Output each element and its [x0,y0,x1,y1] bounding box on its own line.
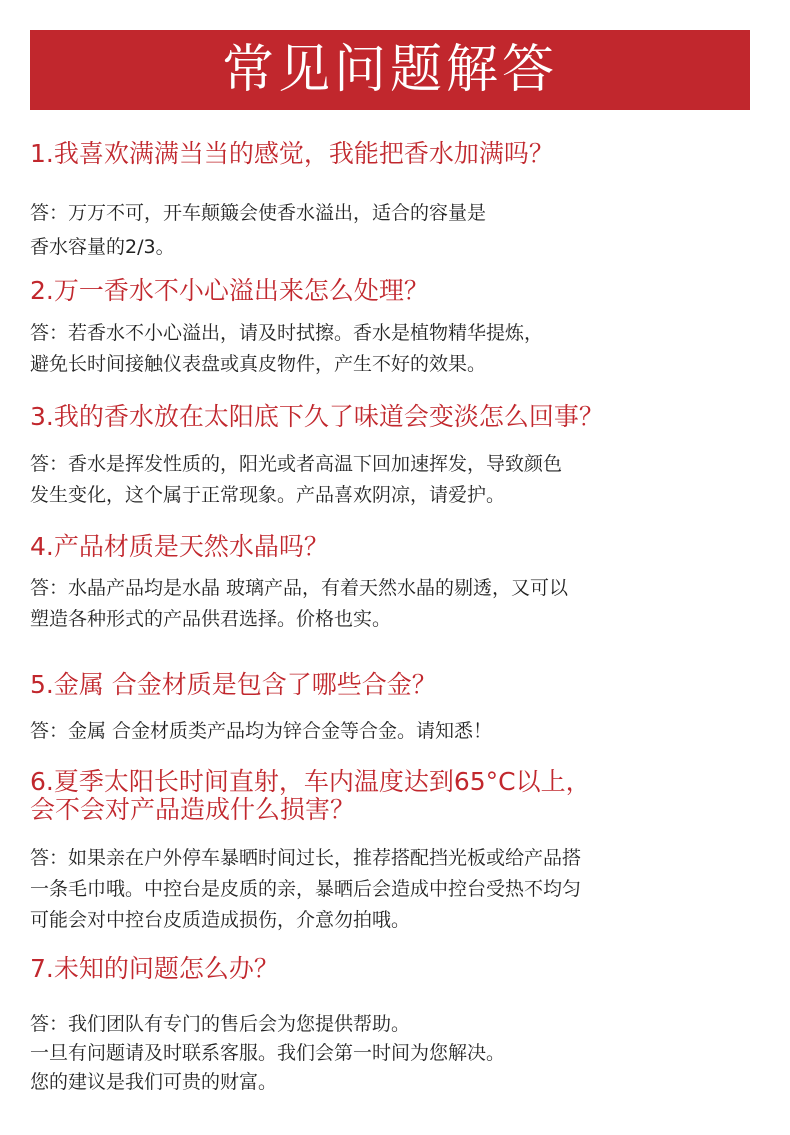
faq-answer-6 [30,843,581,936]
faq-question-1 [30,140,554,168]
faq-answer-7 [30,1010,505,1097]
answer-line: 答：水晶产品均是水晶 玻璃产品，有着天然水晶的剔透，又可以 [30,577,569,599]
faq-answer-1 [30,196,486,264]
answer-line: 答：我们团队有专门的售后会为您提供帮助。 [30,1013,411,1035]
question-line: 5.金属 合金材质是包含了哪些合金？ [30,670,437,699]
page-title: 常见问题解答 [221,40,558,100]
faq-answer-5 [30,716,492,747]
question-line: 会不会对产品造成什么损害？ [30,795,356,824]
faq-question-7 [30,955,279,983]
answer-line: 塑造各种形式的产品供君选择。价格也实。 [30,608,392,630]
answer-line: 一条毛巾哦。中控台是皮质的亲，暴晒后会造成中控台受热不均匀 [30,878,582,900]
question-line: 1.我喜欢满满当当的感觉，我能把香水加满吗？ [30,139,554,168]
question-line: 7.未知的问题怎么办？ [30,954,279,983]
answer-line: 发生变化，这个属于正常现象。产品喜欢阴凉，请爱护。 [30,484,506,506]
question-line: 2.万一香水不小心溢出来怎么处理？ [30,276,429,305]
answer-line: 答：金属 合金材质类产品均为锌合金等合金。请知悉！ [30,720,493,742]
answer-line: 避免长时间接触仪表盘或真皮物件，产生不好的效果。 [30,353,487,375]
faq-question-4 [30,533,329,561]
faq-question-3 [30,403,604,431]
question-line: 4.产品材质是天然水晶吗？ [30,532,329,561]
answer-line: 答：万万不可，开车颠簸会使香水溢出，适合的容量是 [30,202,487,224]
question-line: 6.夏季太阳长时间直射，车内温度达到65°C以上， [30,767,591,796]
question-line: 3.我的香水放在太阳底下久了味道会变淡怎么回事？ [30,402,604,431]
faq-answer-3 [30,449,562,511]
title-banner [30,30,750,110]
answer-line: 答：香水是挥发性质的，阳光或者高温下回加速挥发，导致颜色 [30,453,563,475]
faq-question-2 [30,277,429,305]
answer-line: 答：如果亲在户外停车暴晒时间过长，推荐搭配挡光板或给产品搭 [30,847,582,869]
faq-answer-4 [30,573,568,635]
faq-question-6 [30,768,591,824]
faq-question-5 [30,671,437,699]
answer-line: 您的建议是我们可贵的财富。 [30,1071,278,1093]
faq-answer-2 [30,318,543,380]
answer-line: 答：若香水不小心溢出，请及时拭擦。香水是植物精华提炼， [30,322,544,344]
answer-line: 香水容量的2/3。 [30,236,175,258]
answer-line: 一旦有问题请及时联系客服。我们会第一时间为您解决。 [30,1042,506,1064]
answer-line: 可能会对中控台皮质造成损伤，介意勿拍哦。 [30,909,411,931]
